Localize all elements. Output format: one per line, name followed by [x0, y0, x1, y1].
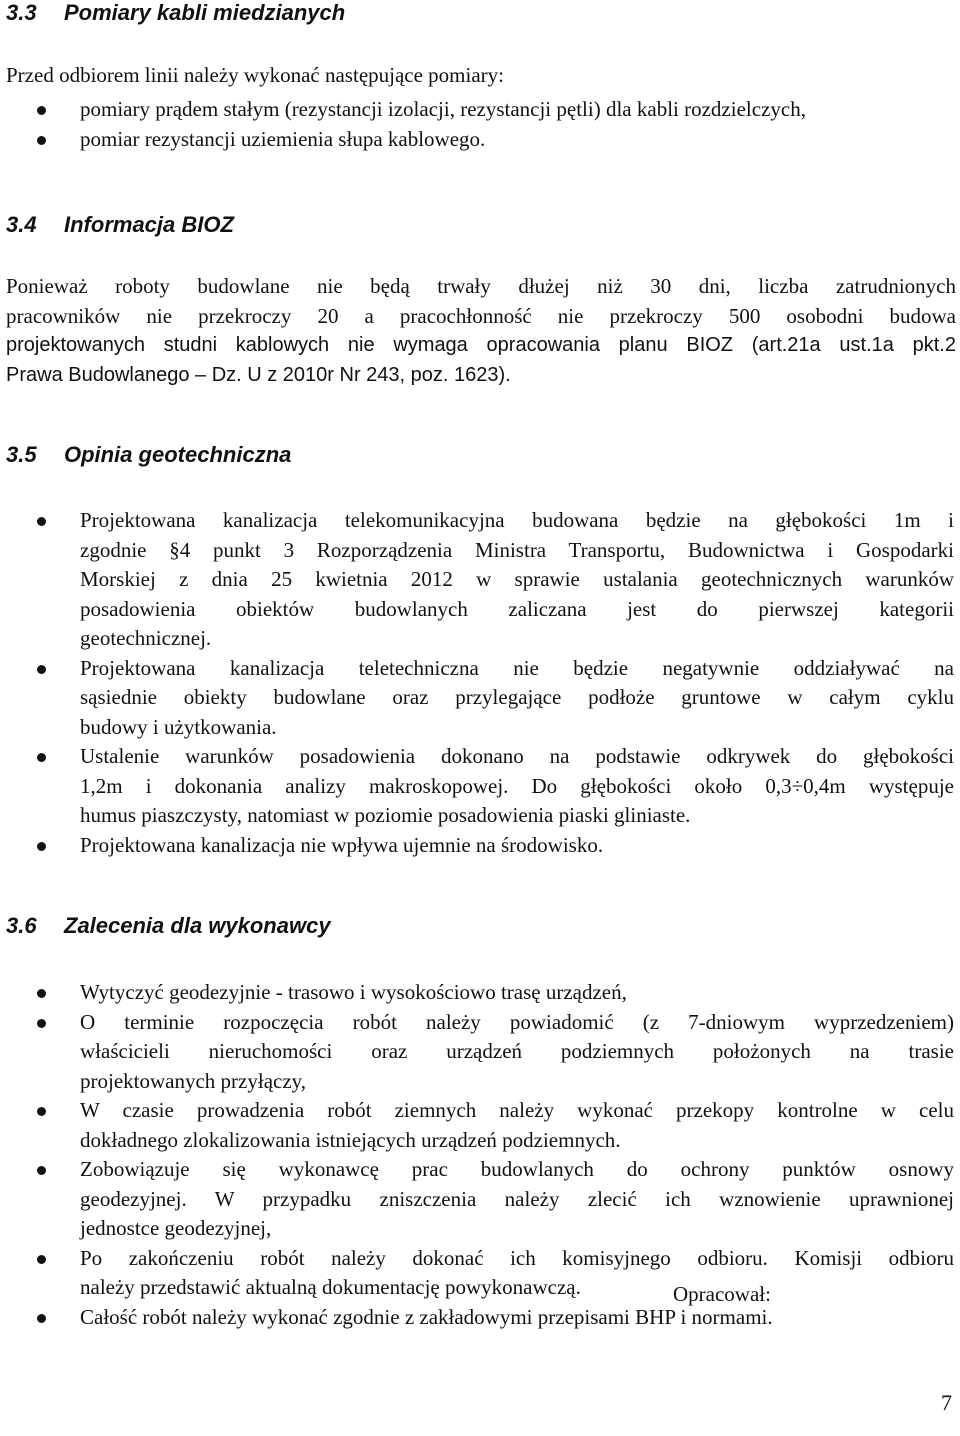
- section-title: Pomiary kabli miedzianych: [64, 0, 346, 25]
- list-item: [0, 125, 954, 155]
- page-number: 7: [941, 1390, 952, 1415]
- bullet-icon: [37, 1107, 46, 1116]
- list-item-line: pomiary prądem stałym (rezystancji izolacji, rezystancji pętli) dla kabli rozdzielczych,: [80, 97, 806, 121]
- list-item-line: Projektowana kanalizacja nie wpływa ujemnie na środowisko.: [80, 832, 604, 857]
- list-item: [0, 831, 954, 861]
- list-item-line: pomiar rezystancji uziemienia słupa kablowego.: [80, 126, 486, 151]
- section-3-5-heading: [6, 442, 291, 468]
- list-item-line: Projektowana kanalizacja telekomunikacyjna budowana będzie na głębokości 1m i: [80, 508, 954, 532]
- bullet-icon: [37, 1166, 46, 1175]
- list-item-line: posadowienia obiektów budowlanych zaliczana jest do pierwszej kategorii: [80, 596, 954, 621]
- list-item-line: projektowanych przyłączy,: [80, 1068, 307, 1093]
- bullet-icon: [37, 1255, 46, 1264]
- list-item-line: 1,2m i dokonania analizy makroskopowej. Do głębokości około 0,3÷0,4m występuje: [80, 773, 954, 798]
- list-item-line: Po zakończeniu robót należy dokonać ich komisyjnego odbioru. Komisji odbioru: [80, 1245, 954, 1270]
- section-title: Opinia geotechniczna: [64, 442, 292, 467]
- section-3-4-heading: [6, 212, 234, 238]
- list-item-line: humus piaszczysty, natomiast w poziomie posadowienia piaski gliniaste.: [80, 803, 691, 827]
- list-item-line: Wytyczyć geodezyjnie - trasowo i wysokościowo trasę urządzeń,: [80, 980, 627, 1004]
- list-item-line: Całość robót należy wykonać zgodnie z zakładowymi przepisami BHP i normami.: [80, 1304, 773, 1329]
- section-3-4-paragraph: [6, 272, 956, 390]
- list-item: [0, 1244, 954, 1303]
- paragraph-line: Ponieważ roboty budowlane nie będą trwały dłużej niż 30 dni, liczba zatrudnionych: [6, 274, 956, 298]
- bullet-icon: [37, 753, 46, 762]
- list-item-line: jednostce geodezyjnej,: [80, 1216, 272, 1240]
- list-item-line: O terminie rozpoczęcia robót należy powiadomić (z 7-dniowym wyprzedzeniem): [80, 1009, 954, 1034]
- list-item: [0, 978, 954, 1008]
- signature-label: Opracował:: [673, 1282, 771, 1306]
- section-number: 3.6: [6, 913, 37, 938]
- list-item-line: Zobowiązuje się wykonawcę prac budowlanych do ochrony punktów osnowy: [80, 1157, 954, 1181]
- list-item-line: W czasie prowadzenia robót ziemnych należy wykonać przekopy kontrolne w celu: [80, 1098, 954, 1122]
- list-item: [0, 1008, 954, 1097]
- section-number: 3.4: [6, 212, 37, 237]
- list-item-line: Projektowana kanalizacja teletechniczna nie będzie negatywnie oddziaływać na: [80, 655, 954, 680]
- section-3-3-list: [0, 95, 960, 154]
- list-item: [0, 95, 954, 125]
- section-number: 3.5: [6, 442, 37, 467]
- section-3-6-list: [0, 978, 960, 1332]
- section-3-6-heading: [6, 913, 331, 939]
- list-item-line: Ustalenie warunków posadowienia dokonano na podstawie odkrywek do głębokości: [80, 744, 954, 768]
- paragraph-line: Przed odbiorem linii należy wykonać następujące pomiary:: [6, 63, 505, 87]
- list-item-line: budowy i użytkowania.: [80, 714, 277, 739]
- list-item: [0, 1303, 954, 1333]
- list-item: [0, 1155, 954, 1244]
- section-title: Zalecenia dla wykonawcy: [64, 913, 331, 938]
- section-number: 3.3: [6, 0, 37, 25]
- list-item-line: sąsiednie obiekty budowlane oraz przylegające podłoże gruntowe w całym cyklu: [80, 685, 954, 709]
- list-item: [0, 1096, 954, 1155]
- list-item-line: dokładnego zlokalizowania istniejących urządzeń podziemnych.: [80, 1127, 621, 1152]
- paragraph-line: Prawa Budowlanego – Dz. U z 2010r Nr 243, poz. 1623).: [6, 363, 511, 386]
- bullet-icon: [37, 989, 46, 998]
- bullet-icon: [37, 665, 46, 674]
- paragraph-line: pracowników nie przekroczy 20 a pracochłonność nie przekroczy 500 osobodni budowa: [6, 303, 956, 328]
- list-item-line: właścicieli nieruchomości oraz urządzeń podziemnych położonych na trasie: [80, 1039, 954, 1063]
- list-item: [0, 506, 954, 654]
- list-item-line: geodezyjnej. W przypadku zniszczenia należy zlecić ich wznowienie uprawnionej: [80, 1186, 954, 1211]
- section-title: Informacja BIOZ: [64, 212, 234, 237]
- list-item-line: geotechnicznej.: [80, 626, 212, 650]
- list-item-line: zgodnie §4 punkt 3 Rozporządzenia Ministra Transportu, Budownictwa i Gospodarki: [80, 537, 954, 562]
- bullet-icon: [37, 842, 46, 851]
- list-item: [0, 742, 954, 831]
- paragraph-line: projektowanych studni kablowych nie wymaga opracowania planu BIOZ (art.21a ust.1a pkt.2: [6, 334, 956, 356]
- section-3-3-intro: [6, 61, 956, 91]
- list-item: [0, 654, 954, 743]
- list-item-line: należy przedstawić aktualną dokumentację powykonawczą.: [80, 1275, 581, 1299]
- list-item-line: Morskiej z dnia 25 kwietnia 2012 w sprawie ustalania geotechnicznych warunków: [80, 567, 954, 591]
- section-3-5-list: [0, 506, 960, 860]
- bullet-icon: [37, 136, 46, 145]
- bullet-icon: [37, 1314, 46, 1323]
- bullet-icon: [37, 106, 46, 115]
- bullet-icon: [37, 517, 46, 526]
- bullet-icon: [37, 1019, 46, 1028]
- section-3-3-heading: [6, 0, 345, 26]
